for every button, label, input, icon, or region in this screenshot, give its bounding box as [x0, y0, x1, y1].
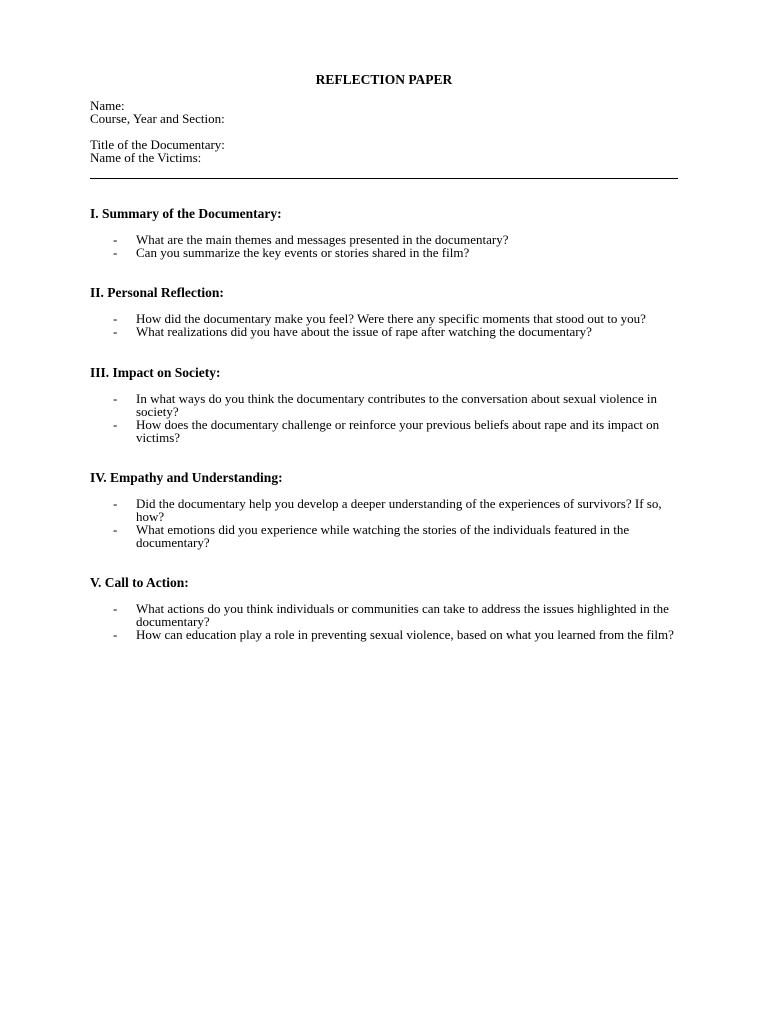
question-text: How did the documentary make you feel? Were there any specific moments that stood out to you?: [136, 311, 646, 326]
question-text: What realizations did you have about the issue of rape after watching the documentary?: [136, 324, 592, 339]
victims-name-field-label: Name of the Victims:: [90, 150, 202, 165]
question-list: [90, 312, 680, 338]
section-heading: V. Call to Action:: [90, 575, 189, 590]
question-item: [90, 246, 680, 259]
question-text: What are the main themes and messages presented in the documentary?: [136, 232, 509, 247]
question-list: [90, 602, 680, 641]
bullet-dash: -: [113, 627, 118, 642]
bullet-dash: -: [113, 601, 118, 616]
name-field-label: Name:: [90, 98, 125, 113]
question-text: In what ways do you think the documentary contributes to the conversation about sexual violence in society?: [136, 391, 657, 419]
question-text: How can education play a role in preventing sexual violence, based on what you learned from the film?: [136, 627, 674, 642]
question-list: [90, 233, 680, 259]
section-heading: IV. Empathy and Understanding:: [90, 470, 283, 485]
course-year-section-field-label: Course, Year and Section:: [90, 111, 225, 126]
document-title: REFLECTION PAPER: [315, 72, 453, 87]
section-personal-reflection: [90, 286, 680, 338]
question-item: [90, 325, 680, 338]
question-item: [90, 497, 680, 523]
question-item: [90, 392, 680, 418]
bullet-dash: -: [113, 324, 118, 339]
section-summary: [90, 207, 680, 259]
bullet-dash: -: [113, 232, 118, 247]
section-impact-on-society: [90, 366, 680, 444]
question-item: [90, 602, 680, 628]
section-heading: III. Impact on Society:: [90, 365, 221, 380]
question-item: [90, 418, 680, 444]
section-heading: I. Summary of the Documentary:: [90, 206, 282, 221]
divider-line: [90, 178, 678, 179]
documentary-title-field-label: Title of the Documentary:: [90, 137, 225, 152]
question-text: What actions do you think individuals or communities can take to address the issues highlighted in the documentary?: [136, 601, 669, 629]
section-call-to-action: [90, 576, 680, 641]
bullet-dash: -: [113, 391, 118, 406]
bullet-dash: -: [113, 245, 118, 260]
question-item: [90, 523, 680, 549]
question-text: What emotions did you experience while watching the stories of the individuals featured in the documentary?: [136, 522, 630, 550]
section-heading: II. Personal Reflection:: [90, 285, 224, 300]
bullet-dash: -: [113, 417, 118, 432]
question-text: Can you summarize the key events or stories shared in the film?: [136, 245, 470, 260]
question-text: Did the documentary help you develop a deeper understanding of the experiences of survivors? If so, how?: [136, 496, 662, 524]
bullet-dash: -: [113, 311, 118, 326]
question-list: [90, 392, 680, 444]
section-empathy-understanding: [90, 471, 680, 549]
bullet-dash: -: [113, 496, 118, 511]
question-list: [90, 497, 680, 549]
question-text: How does the documentary challenge or reinforce your previous beliefs about rape and its impact on victims?: [136, 417, 660, 445]
question-item: [90, 628, 680, 641]
bullet-dash: -: [113, 522, 118, 537]
